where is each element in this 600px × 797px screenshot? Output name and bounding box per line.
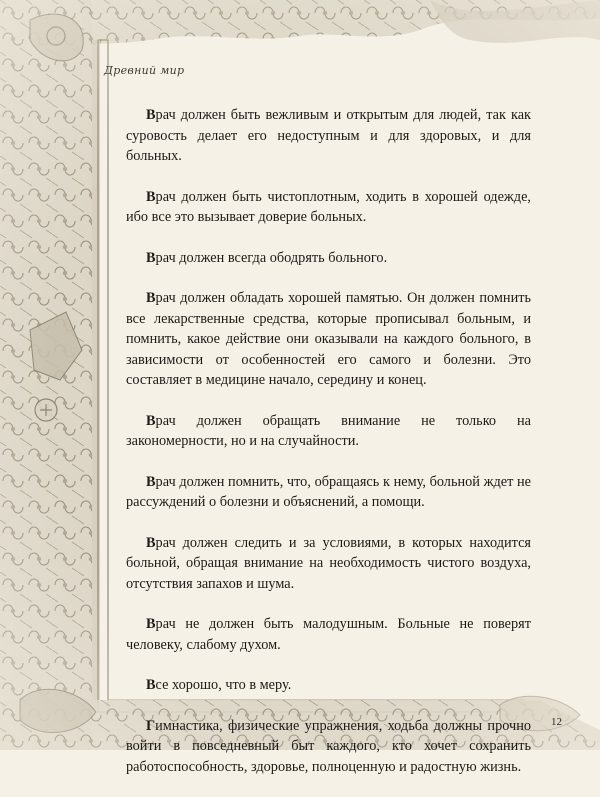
paragraph-initial: В xyxy=(146,677,156,693)
running-header: Древний мир xyxy=(104,64,185,77)
paragraph-text: рач должен быть вежливым и открытым для людей, так как суровость делает его недоступным и для здоровых, и для больных. xyxy=(126,107,531,164)
paragraph xyxy=(126,248,531,269)
paragraph-text: рач должен помнить, что, обращаясь к нему, больной ждет не рассуждений о болезни и объяснений, а помощи. xyxy=(126,473,531,510)
paragraph-text: рач должен следить и за условиями, в которых находится больной, обращая внимание на необходимость чистого воздуха, отсутствия запахов и шума. xyxy=(126,534,531,592)
paragraph-text: имнастика, физические упражнения, ходьба должны прочно войти в повседневный быт каждого, кто хочет сохранить работоспособность, здоровье, полноценную и радостную жизнь. xyxy=(126,717,531,775)
paragraph xyxy=(126,105,531,167)
paragraph-initial: В xyxy=(146,616,156,632)
paragraph-initial: В xyxy=(146,107,156,123)
paragraph-initial: В xyxy=(146,473,156,490)
paragraph-initial: В xyxy=(146,290,156,306)
paragraph-text: рач должен обращать внимание не только на закономерности, но и на случайности. xyxy=(126,412,531,449)
paragraph-initial: В xyxy=(146,534,156,551)
paragraph-initial: В xyxy=(146,188,156,205)
paragraph-initial: В xyxy=(146,412,156,429)
paragraph-text: рач не должен быть малодушным. Больные не поверят человеку, слабому духом. xyxy=(126,616,531,653)
paragraph xyxy=(126,614,531,655)
paragraph-text: рач должен всегда ободрять больного. xyxy=(155,249,388,266)
paragraph xyxy=(126,716,531,778)
page-number: 12 xyxy=(551,716,562,728)
paragraph xyxy=(126,472,531,513)
paragraph xyxy=(126,675,531,696)
paragraph-initial: Г xyxy=(146,717,156,734)
paragraph xyxy=(126,288,531,391)
paragraph xyxy=(126,187,531,228)
paragraph-text: рач должен обладать хорошей памятью. Он должен помнить все лекарственные средства, которые прописывал больным, и помнить, какое действие они оказывали на каждого больного, в зависимости от особенностей его самого и болезни. Это составляет в медицине начало, середину и конец. xyxy=(126,290,531,388)
paragraph xyxy=(126,533,531,595)
paragraph-text: се хорошо, что в меру. xyxy=(155,677,292,693)
paragraph-text: рач должен быть чистоплотным, ходить в хорошей одежде, ибо все это вызывает доверие больных. xyxy=(126,188,531,225)
paragraph-initial: В xyxy=(146,249,156,266)
paragraph xyxy=(126,411,531,452)
body-text xyxy=(126,105,531,797)
